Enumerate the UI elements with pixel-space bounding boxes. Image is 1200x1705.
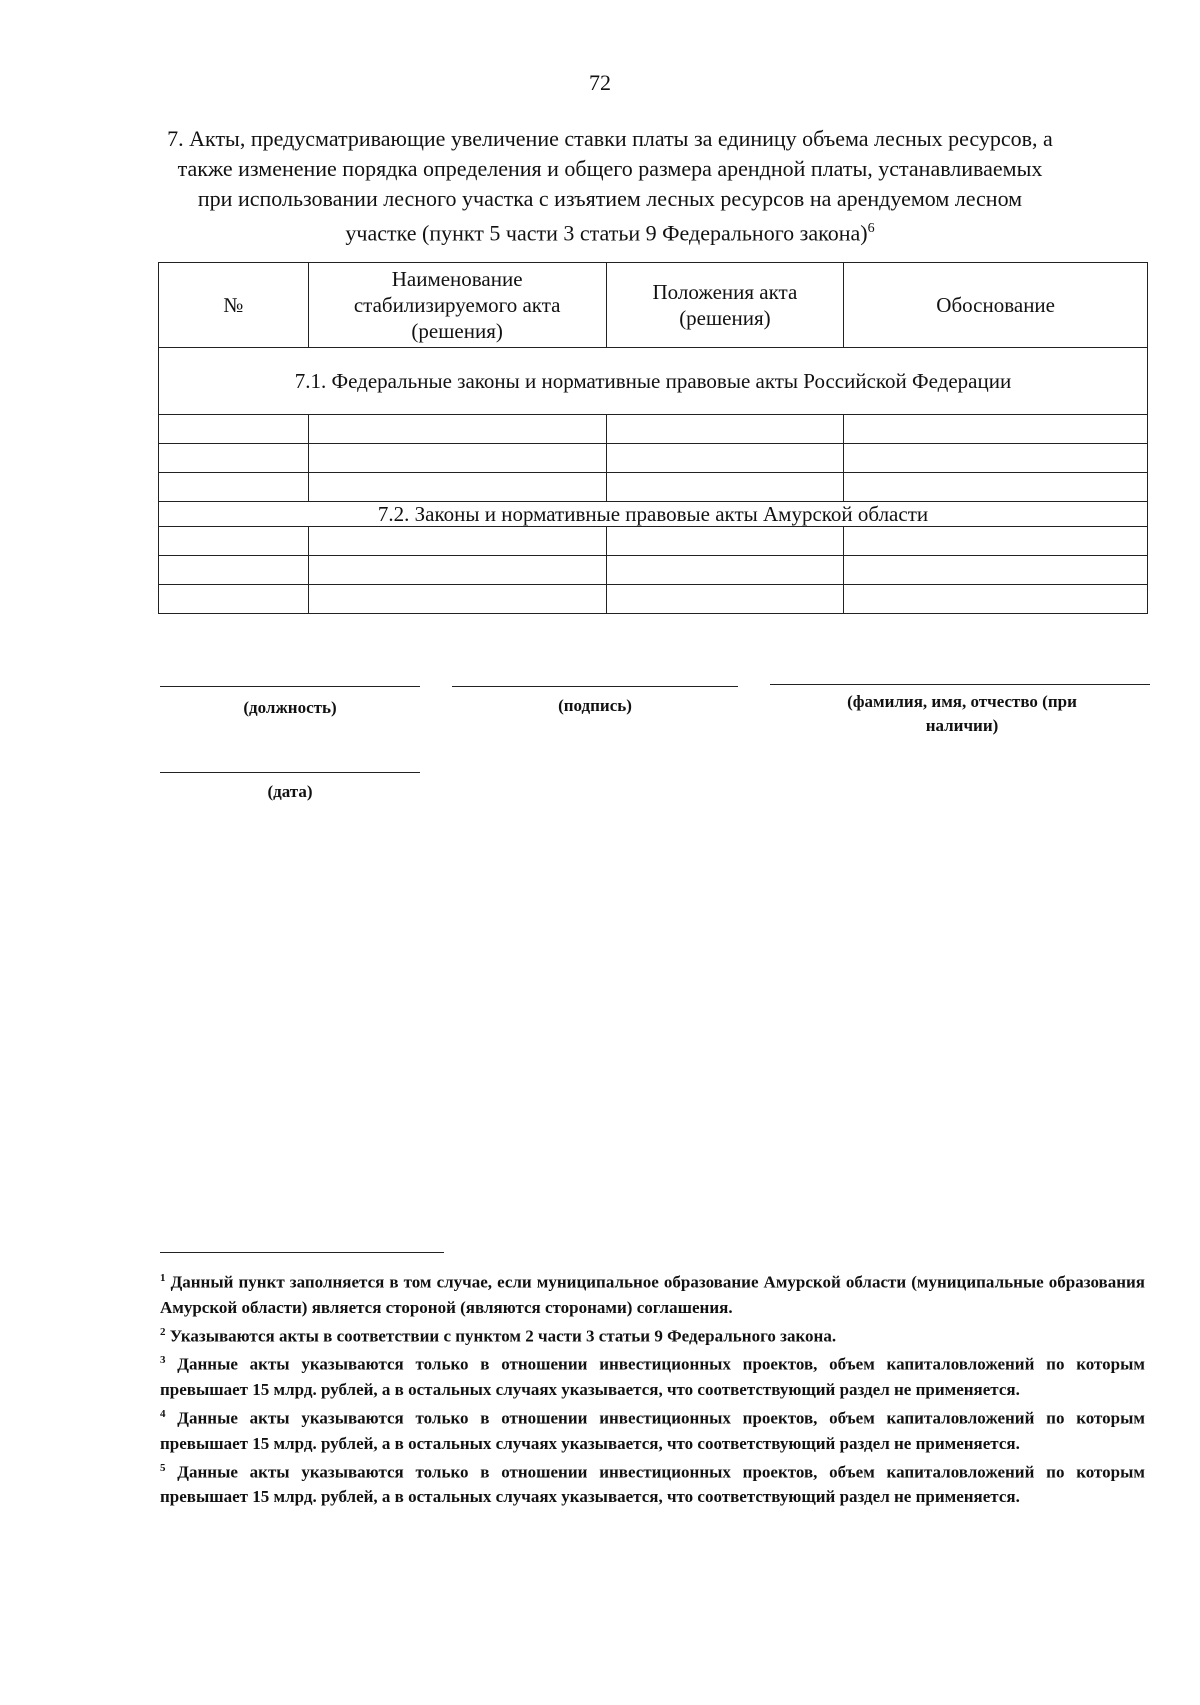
section-federal-title: 7.1. Федеральные законы и нормативные правовые акты Российской Федерации: [159, 348, 1148, 415]
table-cell[interactable]: [308, 415, 606, 444]
table-cell[interactable]: [159, 473, 309, 502]
footnote: [160, 1456, 1145, 1510]
section-regional-title: 7.2. Законы и нормативные правовые акты Амурской области: [159, 502, 1148, 527]
header-justification: Обоснование: [844, 263, 1148, 348]
table-cell[interactable]: [308, 527, 606, 556]
footnote: [160, 1402, 1145, 1456]
table-row: [159, 585, 1148, 614]
table-row: [159, 556, 1148, 585]
table-cell[interactable]: [844, 527, 1148, 556]
footnote-text: Данные акты указываются только в отношении инвестиционных проектов, объем капиталовложений по которым превышает 15 млрд. рублей, а в остальных случаях указывается, что соответствующий раздел не применяется.: [160, 1462, 1145, 1507]
footnote: [160, 1266, 1145, 1320]
section-row: [159, 348, 1148, 415]
table-cell[interactable]: [159, 415, 309, 444]
signature-label: (подпись): [558, 696, 632, 715]
section-row: [159, 502, 1148, 527]
table-cell[interactable]: [308, 444, 606, 473]
table-cell[interactable]: [606, 585, 844, 614]
footnotes: [160, 1266, 1145, 1509]
table-cell[interactable]: [606, 415, 844, 444]
table-cell[interactable]: [844, 473, 1148, 502]
header-act-provisions: Положения акта (решения): [606, 263, 844, 348]
table-cell[interactable]: [159, 556, 309, 585]
table-cell[interactable]: [308, 473, 606, 502]
footnote-number: 3: [160, 1354, 166, 1367]
table-cell[interactable]: [159, 527, 309, 556]
footnote-number: 5: [160, 1461, 166, 1474]
footnote: [160, 1320, 1145, 1349]
table-cell[interactable]: [159, 444, 309, 473]
table-cell[interactable]: [844, 556, 1148, 585]
table-cell[interactable]: [308, 556, 606, 585]
position-line[interactable]: [160, 686, 420, 687]
table-cell[interactable]: [606, 527, 844, 556]
header-act-name: Наименование стабилизируемого акта (решения): [308, 263, 606, 348]
section-heading: [160, 124, 1060, 248]
table-cell[interactable]: [844, 585, 1148, 614]
position-label: (должность): [243, 698, 337, 717]
table-cell[interactable]: [159, 585, 309, 614]
acts-table: [158, 262, 1148, 614]
date-line[interactable]: [160, 772, 420, 773]
footnote-number: 1: [160, 1272, 166, 1284]
footnote-reference: 6: [867, 221, 875, 236]
footnote-text: Данные акты указываются только в отношении инвестиционных проектов, объем капиталовложений по которым превышает 15 млрд. рублей, а в остальных случаях указывается, что соответствующий раздел не применяется.: [160, 1408, 1145, 1453]
table-cell[interactable]: [606, 473, 844, 502]
footnote-text: Указываются акты в соответствии с пунктом 2 части 3 статьи 9 Федерального закона.: [169, 1326, 837, 1346]
footnote-text: Данный пункт заполняется в том случае, если муниципальное образование Амурской области (муниципальные образования Амурской области) является стороной (являются сторонами) соглашения.: [160, 1272, 1146, 1317]
name-label: (фамилия, имя, отчество (при наличии): [847, 692, 1077, 735]
table-cell[interactable]: [606, 556, 844, 585]
table-row: [159, 444, 1148, 473]
footnote-number: 4: [160, 1407, 166, 1420]
signature-line[interactable]: [452, 686, 738, 687]
footnote-number: 2: [160, 1325, 166, 1338]
date-label: (дата): [267, 782, 313, 801]
footnote-separator: [160, 1252, 444, 1253]
footnote: [160, 1348, 1145, 1402]
section-heading-text: 7. Акты, предусматривающие увеличение ставки платы за единицу объема лесных ресурсов, а также изменение порядка определения и общего размера арендной платы, устанавливаемых при использовании лесного участка с изъятием лесных ресурсов на арендуемом лесном участке (пункт 5 части 3 статьи 9 Федерального закона): [167, 126, 1053, 246]
table-row: [159, 473, 1148, 502]
table-header-row: [159, 263, 1148, 348]
table-row: [159, 527, 1148, 556]
table-cell[interactable]: [606, 444, 844, 473]
page-number: 72: [589, 70, 611, 95]
table-cell[interactable]: [844, 444, 1148, 473]
table-cell[interactable]: [844, 415, 1148, 444]
footnote-text: Данные акты указываются только в отношении инвестиционных проектов, объем капиталовложений по которым превышает 15 млрд. рублей, а в остальных случаях указывается, что соответствующий раздел не применяется.: [160, 1354, 1145, 1399]
header-number: №: [159, 263, 309, 348]
table-row: [159, 415, 1148, 444]
table-cell[interactable]: [308, 585, 606, 614]
name-line[interactable]: [770, 684, 1150, 685]
